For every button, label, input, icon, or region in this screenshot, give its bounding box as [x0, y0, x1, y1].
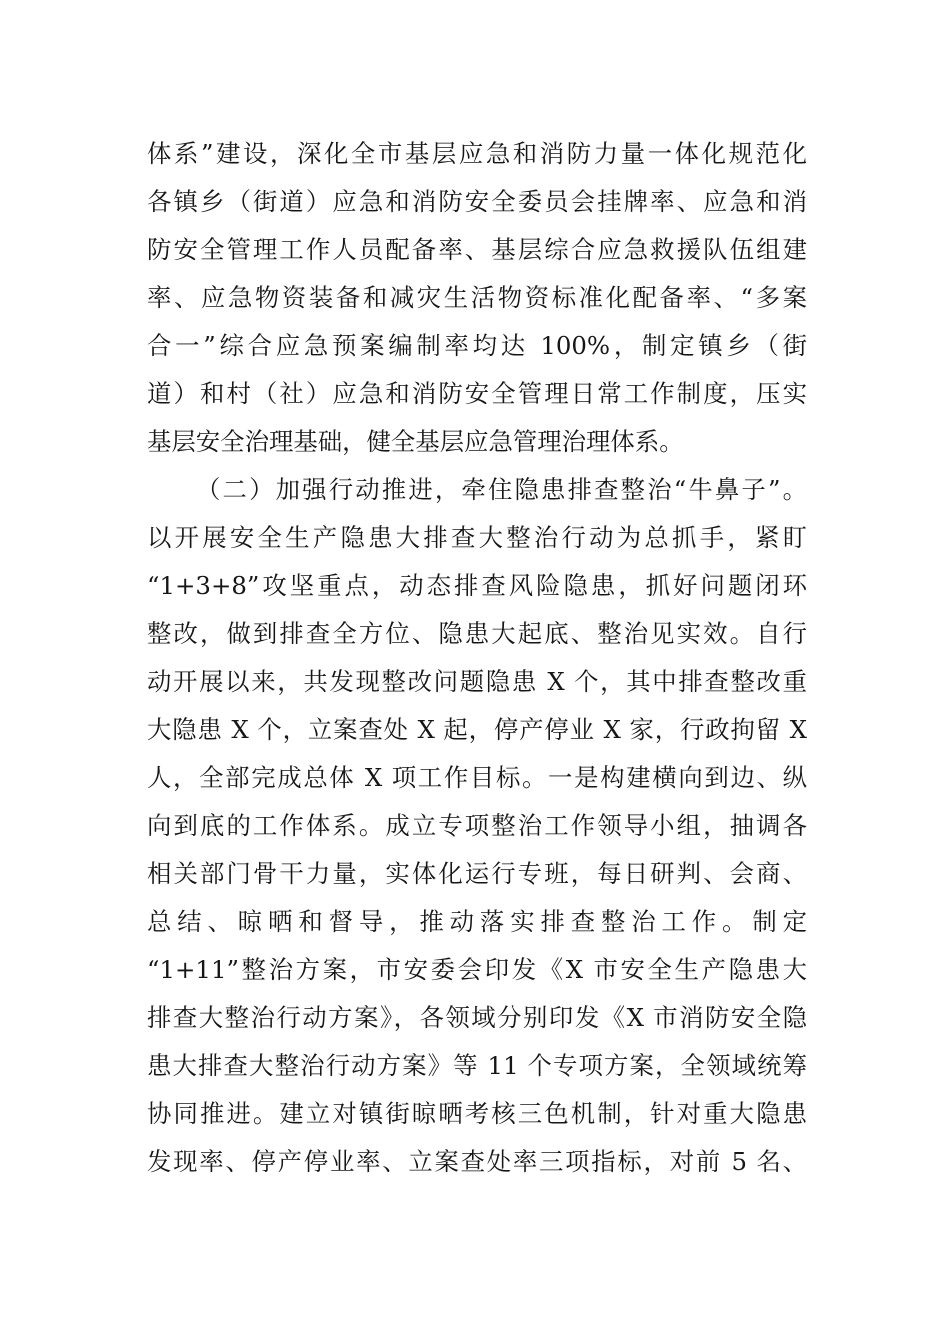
text-line: 协同推进。建立对镇街晾晒考核三色机制，针对重大隐患 — [147, 1099, 807, 1128]
text-line: 防安全管理工作人员配备率、基层综合应急救援队伍组建 — [147, 235, 807, 264]
text-line: “1+11”整治方案，市安委会印发《X 市安全生产隐患大 — [147, 955, 807, 984]
text-line: 排查大整治行动方案》，各领域分别印发《X 市消防安全隐 — [147, 1003, 807, 1032]
text-line: 总结、晾晒和督导，推动落实排查整治工作。制定 — [147, 907, 807, 936]
text-line: 大隐患 X 个，立案查处 X 起，停产停业 X 家，行政拘留 X — [147, 715, 807, 744]
text-line: 相关部门骨干力量，实体化运行专班，每日研判、会商、 — [147, 859, 807, 888]
text-line: 发现率、停产停业率、立案查处率三项指标，对前 5 名、 — [147, 1147, 807, 1176]
section-heading: （二）加强行动推进，牵住隐患排查整治“牛鼻子”。 — [196, 475, 807, 504]
text-line: 道）和村（社）应急和消防安全管理日常工作制度，压实 — [147, 379, 807, 408]
text-line: 整改，做到排查全方位、隐患大起底、整治见实效。自行 — [147, 619, 807, 648]
text-line: 人，全部完成总体 X 项工作目标。一是构建横向到边、纵 — [147, 763, 807, 792]
text-line: 体系”建设，深化全市基层应急和消防力量一体化规范化 — [147, 139, 807, 168]
text-line: 以开展安全生产隐患大排查大整治行动为总抓手，紧盯 — [147, 523, 807, 552]
text-line: 动开展以来，共发现整改问题隐患 X 个，其中排查整改重 — [147, 667, 807, 696]
text-line: “1+3+8”攻坚重点，动态排查风险隐患，抓好问题闭环 — [147, 571, 807, 600]
paragraph-last-line: 基层安全治理基础，健全基层应急管理治理体系。 — [147, 427, 684, 456]
text-line: 合一”综合应急预案编制率均达 100%，制定镇乡（街 — [147, 331, 807, 360]
text-line: 患大排查大整治行动方案》等 11 个专项方案，全领域统筹 — [147, 1051, 807, 1080]
text-line: 各镇乡（街道）应急和消防安全委员会挂牌率、应急和消 — [147, 187, 807, 216]
text-line: 率、应急物资装备和减灾生活物资标准化配备率、“多案 — [147, 283, 807, 312]
text-line: 向到底的工作体系。成立专项整治工作领导小组，抽调各 — [147, 811, 807, 840]
